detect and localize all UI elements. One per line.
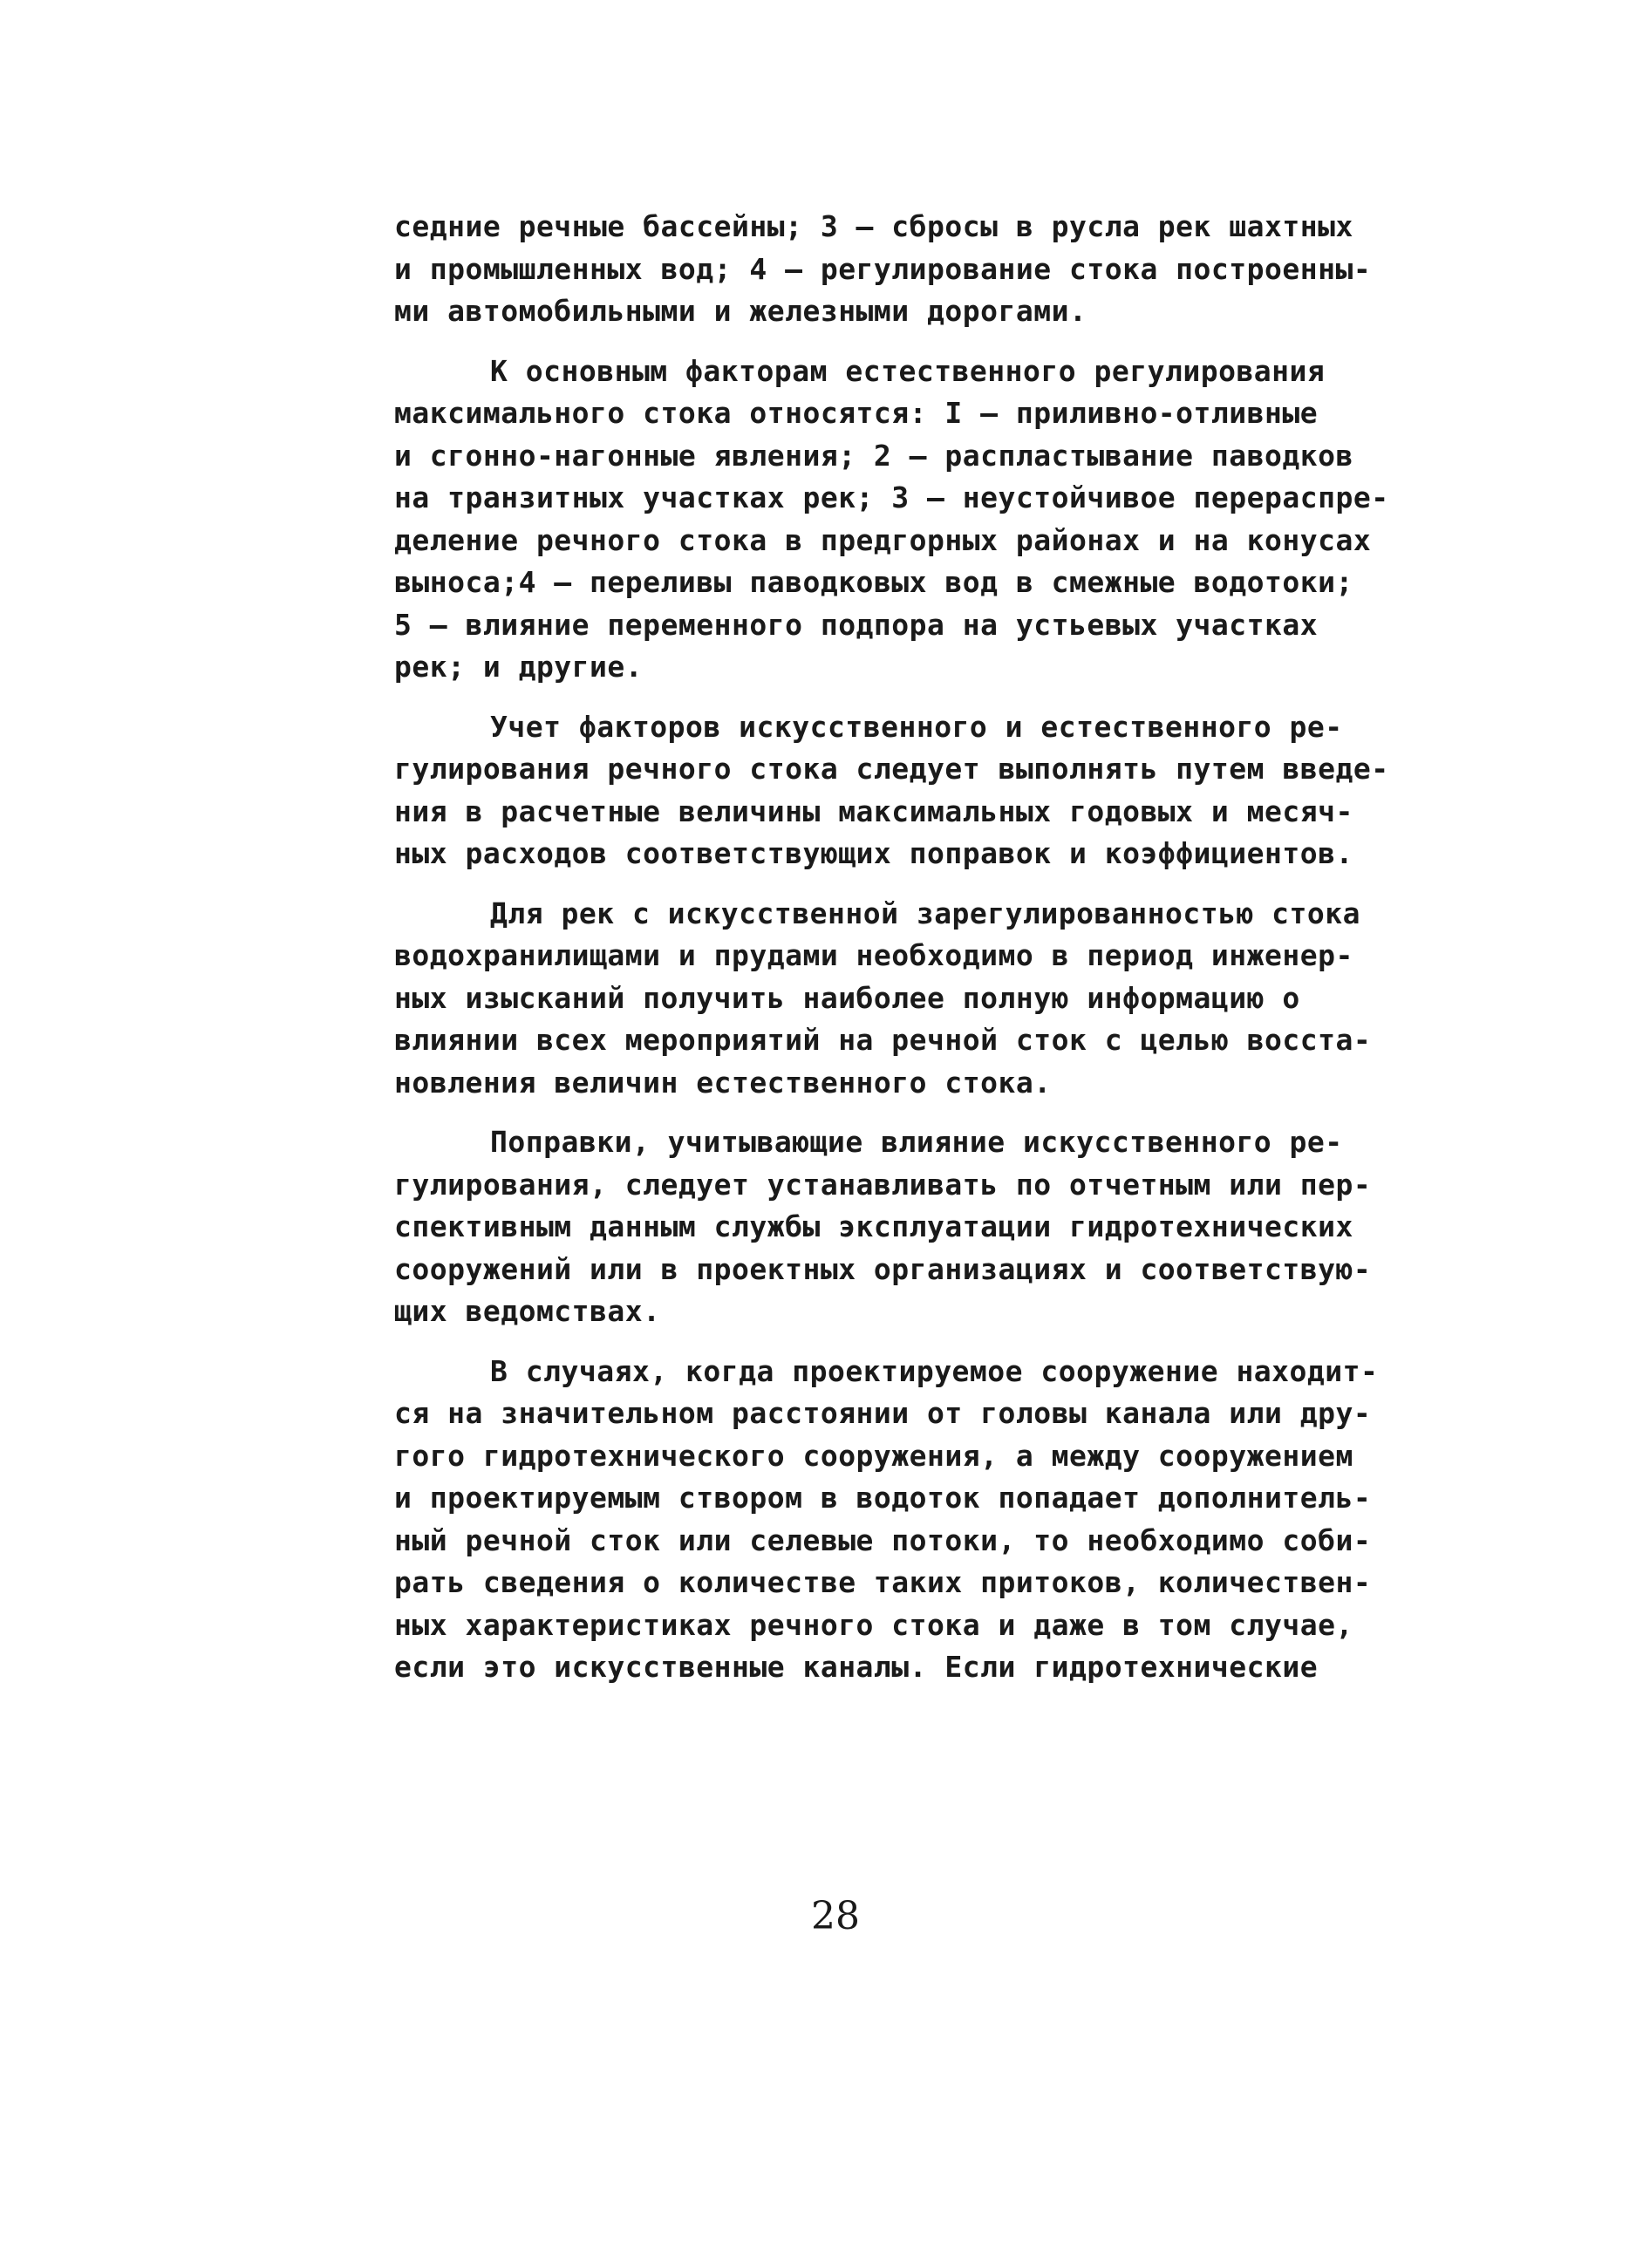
text-line: выноса;4 – переливы паводковых вод в смежные водотоки; xyxy=(394,565,1353,599)
text-line: Учет факторов искусственного и естественного ре- xyxy=(490,709,1343,744)
text-line: ных расходов соответствующих поправок и коэффициентов. xyxy=(394,836,1353,870)
text-line: и проектируемым створом в водоток попадает дополнитель- xyxy=(394,1481,1372,1515)
paragraph-1 xyxy=(394,206,1406,333)
text-line: рать сведения о количестве таких притоков, количествен- xyxy=(394,1565,1372,1599)
text-line: щих ведомствах. xyxy=(394,1294,661,1328)
text-line: на транзитных участках рек; 3 – неустойчивое перераспре- xyxy=(394,480,1389,514)
paragraph-2 xyxy=(394,351,1406,689)
text-line: водохранилищами и прудами необходимо в период инженер- xyxy=(394,938,1353,972)
text-line: влиянии всех мероприятий на речной сток с целью восста- xyxy=(394,1023,1372,1057)
text-line: В случаях, когда проектируемое сооружение находит- xyxy=(490,1353,1379,1388)
paragraph-5 xyxy=(394,1121,1406,1333)
text-line: и промышленных вод; 4 – регулирование стока построенны- xyxy=(394,251,1372,286)
document-body xyxy=(394,206,1406,1706)
text-line: гулирования, следует устанавливать по отчетным или пер- xyxy=(394,1167,1372,1202)
text-line: ный речной сток или селевые потоки, то необходимо соби- xyxy=(394,1522,1372,1557)
text-line: максимального стока относятся: I – приливно-отливные xyxy=(394,396,1319,430)
text-line: и сгонно-нагонные явления; 2 – распластывание паводков xyxy=(394,438,1353,473)
text-line: если это искусственные каналы. Если гидротехнические xyxy=(394,1650,1319,1684)
text-line: Поправки, учитывающие влияние искусственного ре- xyxy=(490,1125,1343,1159)
text-line: 5 – влияние переменного подпора на устьевых участках xyxy=(394,607,1319,642)
text-line: новления величин естественного стока. xyxy=(394,1065,1052,1100)
text-line: гулирования речного стока следует выполнять путем введе- xyxy=(394,752,1389,786)
text-line: ных характеристиках речного стока и даже в том случае, xyxy=(394,1607,1353,1642)
text-line: Для рек с искусственной зарегулированностью стока xyxy=(490,896,1361,930)
text-line: ми автомобильными и железными дорогами. xyxy=(394,294,1087,328)
text-line: сооружений или в проектных организациях и соответствую- xyxy=(394,1251,1372,1286)
text-line: гого гидротехнического сооружения, а между сооружением xyxy=(394,1438,1353,1473)
paragraph-4 xyxy=(394,893,1406,1105)
text-line: К основным факторам естественного регулирования xyxy=(490,353,1326,388)
text-line: седние речные бассейны; 3 – сбросы в русла рек шахтных xyxy=(394,209,1353,243)
text-line: деление речного стока в предгорных районах и на конусах xyxy=(394,522,1372,557)
paragraph-3 xyxy=(394,706,1406,875)
page-number: 28 xyxy=(811,1894,860,1938)
paragraph-6 xyxy=(394,1351,1406,1689)
text-line: ния в расчетные величины максимальных годовых и месяч- xyxy=(394,793,1353,828)
text-line: спективным данным службы эксплуатации гидротехнических xyxy=(394,1209,1353,1243)
text-line: рек; и другие. xyxy=(394,650,644,684)
text-line: ных изысканий получить наиболее полную информацию о xyxy=(394,980,1300,1015)
text-line: ся на значительном расстоянии от головы канала или дру- xyxy=(394,1396,1372,1430)
